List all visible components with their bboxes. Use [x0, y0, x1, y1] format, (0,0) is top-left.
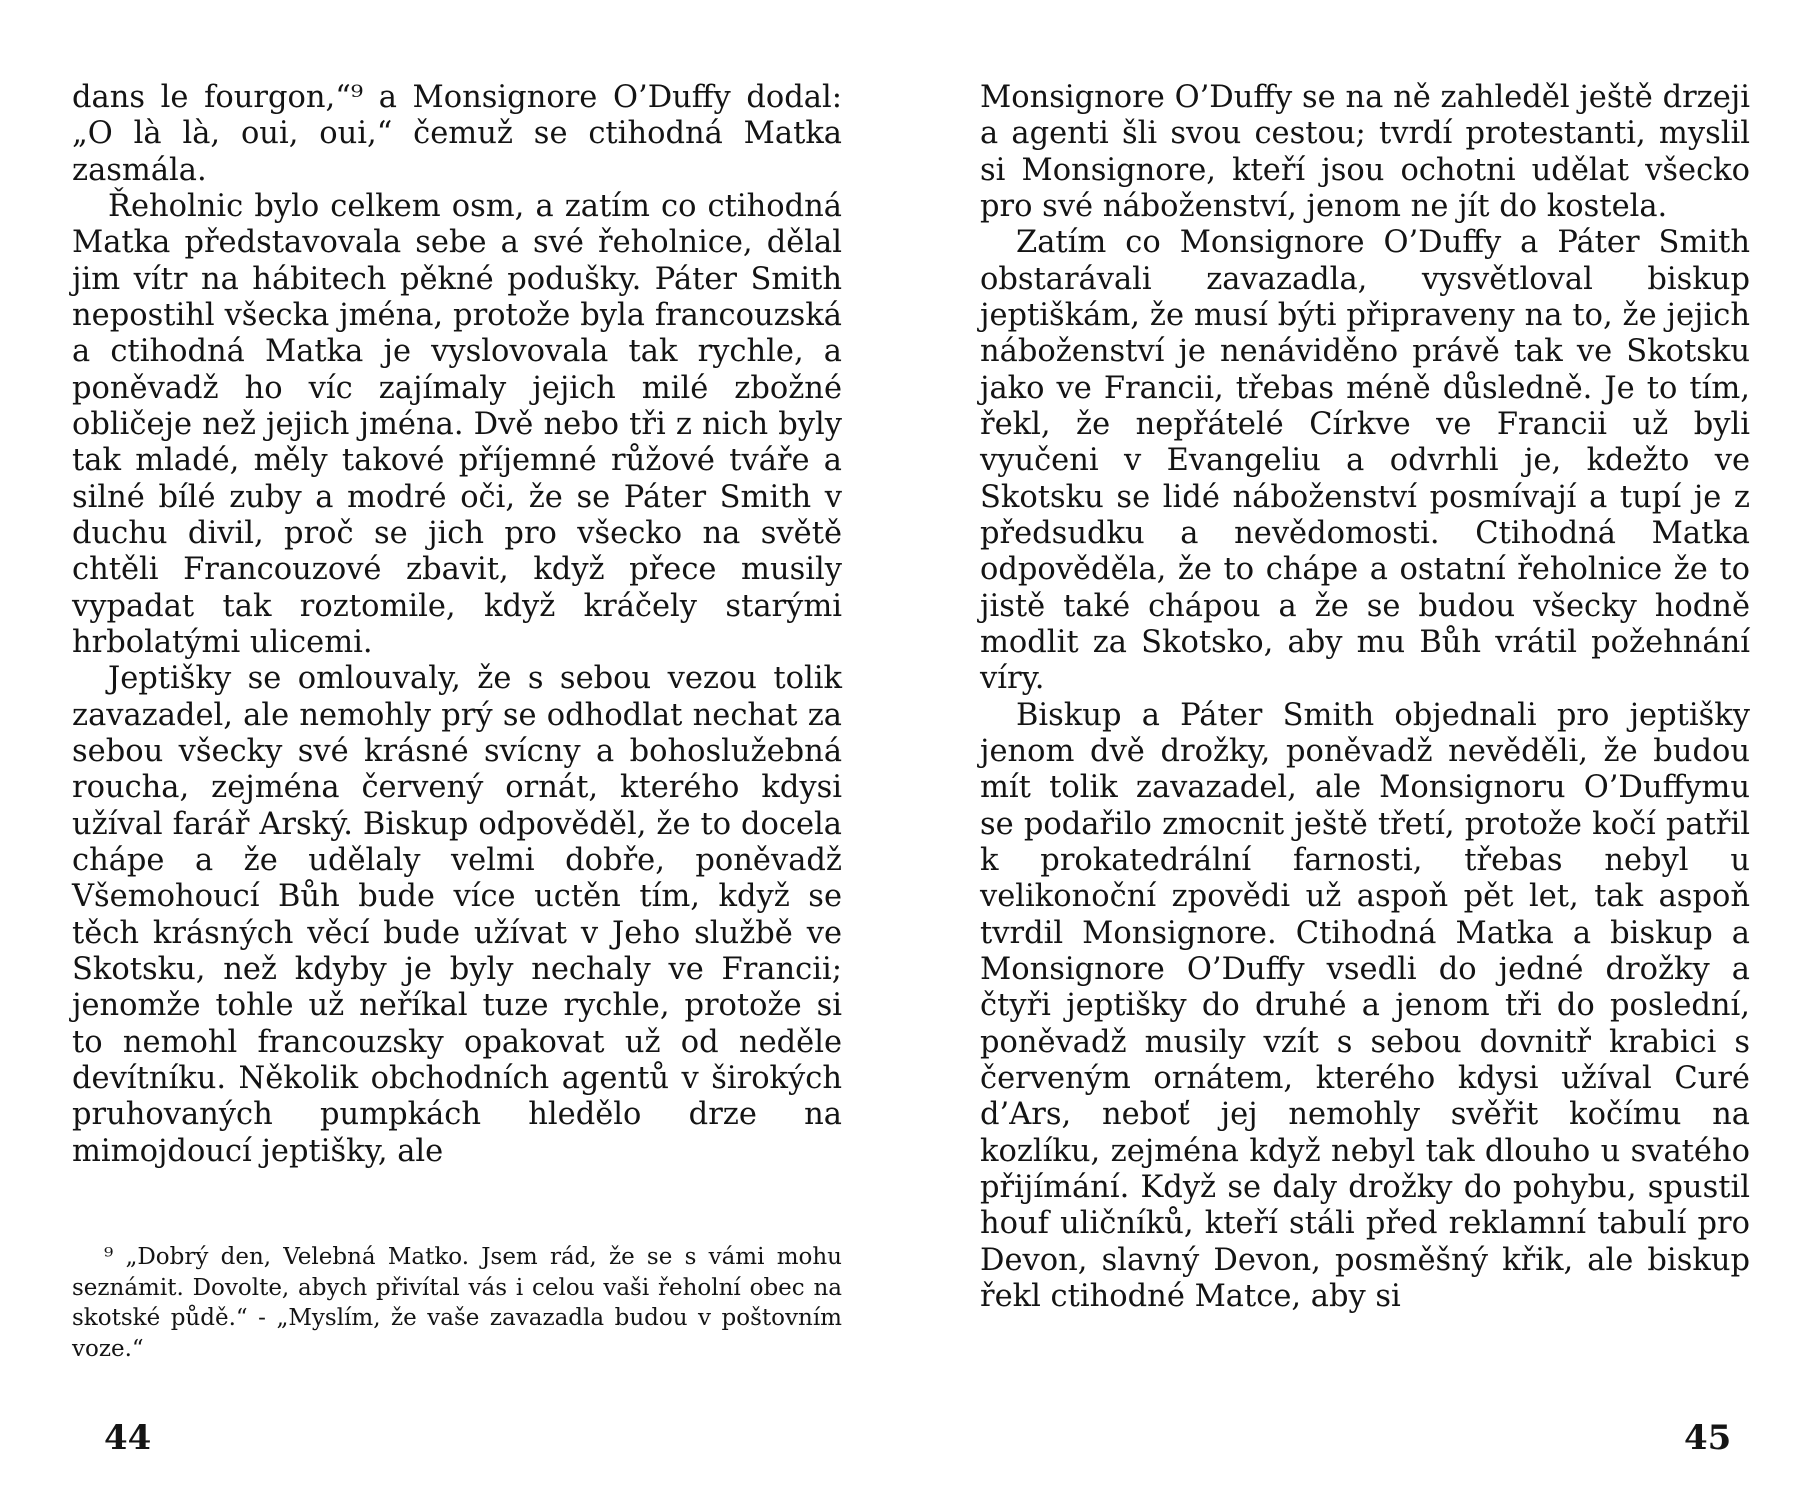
footnote-text: ⁹ „Dobrý den, Velebná Matko. Jsem rád, že se s vámi mohu seznámit. Dovolte, abych přivítal vás i celou vaši řeholní obec na skotské půdě.“ - „Myslím, že vaše zavazadla budou v poštovním voze.“	[72, 1244, 842, 1362]
paragraph: Biskup a Páter Smith objednali pro jeptišky jenom dvě drožky, poněvadž nevěděli, že budou mít tolik zavazadel, ale Monsignoru O’Duffymu se podařilo zmocnit ještě třetí, protože kočí patřil k prokatedrální farnosti, třebas nebyl u velikonoční zpovědi už aspoň pět let, tak aspoň tvrdil Monsignore. Ctihodná Matka a biskup a Monsignore O’Duffy vsedli do jedné drožky a čtyři jeptišky do druhé a jenom tři do poslední, poněvadž musily vzít s sebou dovnitř krabici s červeným ornátem, kterého kdysi užíval Curé d’Ars, neboť jej nemohly svěřit kočímu na kozlíku, zejména když nebyl tak dlouho u svatého přijímání. Když se daly drožky do pohybu, spustil houf uličníků, kteří stáli před reklamní tabulí pro Devon, slavný Devon, posměšný křik, ale biskup řekl ctihodné Matce, aby si	[980, 697, 1750, 1314]
page-number: 45	[1684, 1418, 1732, 1458]
paragraph: Monsignore O’Duffy se na ně zahleděl ještě drzeji a agenti šli svou cestou; tvrdí protestanti, myslil si Monsignore, kteří jsou ochotni udělat všecko pro své náboženství, jenom ne jít do kostela.	[980, 80, 1750, 224]
paragraph: Zatím co Monsignore O’Duffy a Páter Smith obstarávali zavazadla, vysvětloval biskup jeptiškám, že musí býti připraveny na to, že jejich náboženství je nenáviděno právě tak ve Skotsku jako ve Francii, třebas méně důsledně. Je to tím, řekl, že nepřátelé Církve ve Francii už byli vyučeni v Evangeliu a odvrhli je, kdežto ve Skotsku se lidé náboženství posmívají a tupí je z předsudku a nevědomosti. Ctihodná Matka odpověděla, že to chápe a ostatní řeholnice že to jistě také chápou a že se budou všecky hodně modlit za Skotsko, aby mu Bůh vrátil požehnání víry.	[980, 225, 1750, 697]
paragraph: Řeholnic bylo celkem osm, a zatím co ctihodná Matka představovala sebe a své řeholnice, dělal jim vítr na hábitech pěkné podušky. Páter Smith nepostihl všecka jména, protože byla francouzská a ctihodná Matka je vyslovovala tak rychle, a poněvadž ho víc zajímaly jejich milé zbožné obličeje než jejich jména. Dvě nebo tři z nich byly tak mladé, měly takové příjemné růžové tváře a silné bílé zuby a modré oči, že se Páter Smith v duchu divil, proč se jich pro všecko na světě chtěli Francouzové zbavit, když přece musily vypadat tak roztomile, když kráčely starými hrbolatými ulicemi.	[72, 188, 842, 660]
paragraph: dans le fourgon,“⁹ a Monsignore O’Duffy dodal: „O là là, oui, oui,“ čemuž se ctihodná Matka zasmála.	[72, 80, 842, 188]
left-page-text	[72, 80, 842, 1170]
right-page-text	[980, 80, 1750, 1315]
right-page	[906, 0, 1812, 1501]
paragraph: Jeptišky se omlouvaly, že s sebou vezou tolik zavazadel, ale nemohly prý se odhodlat nechat za sebou všecky své krásné svícny a bohoslužebná roucha, zejména červený ornát, kterého kdysi užíval farář Arský. Biskup odpověděl, že to docela chápe a že udělaly velmi dobře, poněvadž Všemohoucí Bůh bude více uctěn tím, když se těch krásných věcí bude užívat v Jeho službě ve Skotsku, než kdyby je byly nechaly ve Francii; jenomže tohle už neříkal tuze rychle, protože si to nemohl francouzsky opakovat už od neděle devítníku. Několik obchodních agentů v širokých pruhovaných pumpkách hledělo drze na mimojdoucí jeptišky, ale	[72, 661, 842, 1169]
footnote	[72, 1242, 842, 1364]
page-number: 44	[104, 1418, 152, 1458]
